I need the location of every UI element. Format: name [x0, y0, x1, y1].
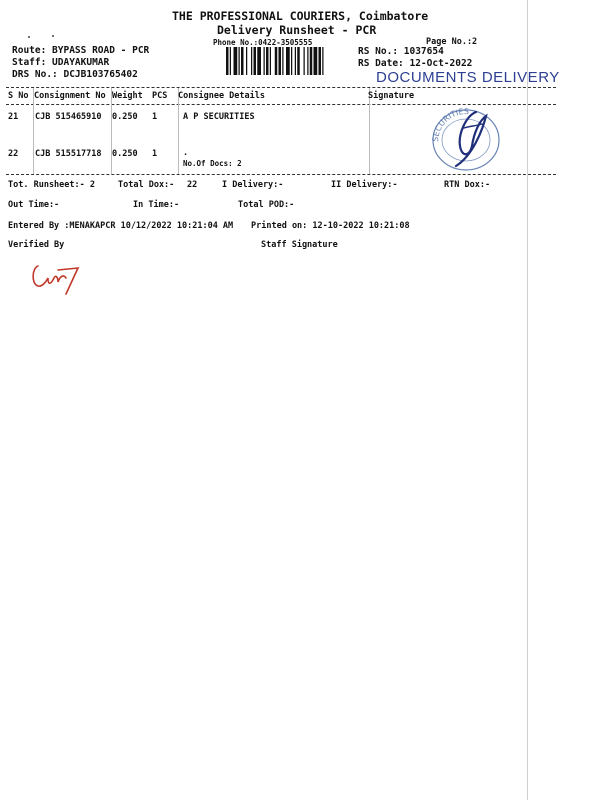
barcode-bar: [282, 47, 283, 75]
row-22-pcs: 1: [152, 149, 158, 159]
col-header-consignment: Consignment No: [34, 91, 106, 101]
staff-signature: Staff Signature: [261, 240, 338, 250]
row-22-doc-count: No.Of Docs: 2: [183, 159, 242, 168]
company-seal-stamp: [426, 102, 506, 172]
col-header-signature: Signature: [368, 91, 415, 101]
barcode-bar: [297, 47, 300, 75]
barcode-bar: [275, 47, 278, 75]
row-22-consignee: .: [183, 148, 189, 158]
barcode-bar: [241, 47, 244, 75]
rs-number: RS No.: 1037654: [358, 46, 444, 57]
barcode-bar: [266, 47, 269, 75]
col-header-consignee: Consignee Details: [178, 91, 265, 101]
seal-text: SECURITIES: [430, 106, 470, 143]
printed-on: Printed on: 12-10-2022 10:21:08: [251, 221, 410, 231]
barcode-bar: [270, 47, 271, 75]
row-21-consignment: CJB 515465910: [35, 112, 102, 122]
barcode-bar: [286, 47, 290, 75]
rs-date: RS Date: 12-Oct-2022: [358, 58, 473, 69]
barcode-bar: [291, 47, 292, 75]
speck: [52, 35, 54, 37]
barcode-bar: [307, 47, 308, 75]
speck: [28, 36, 30, 38]
runsheet-title: Delivery Runsheet - PCR: [217, 23, 377, 37]
total-dox-value: 22: [187, 180, 198, 190]
row-21-weight: 0.250: [112, 112, 138, 122]
second-delivery: II Delivery:-: [331, 180, 398, 190]
barcode-bar: [295, 47, 296, 75]
total-pod: Total POD:-: [238, 200, 295, 210]
first-delivery: I Delivery:-: [222, 180, 284, 190]
return-dox: RTN Dox:-: [444, 180, 491, 190]
col-header-weight: Weight: [112, 91, 143, 101]
barcode-bar: [319, 47, 322, 75]
in-time: In Time:-: [133, 200, 180, 210]
barcode: [226, 47, 351, 75]
barcode-bar: [234, 47, 238, 75]
drs-number: DRS No.: DCJB103765402: [12, 69, 138, 80]
barcode-bar: [246, 47, 247, 75]
scan-edge-line: [527, 0, 528, 800]
row-22-consignment: CJB 515517718: [35, 149, 102, 159]
barcode-bar: [230, 47, 231, 75]
barcode-bar: [251, 47, 252, 75]
row-21-pcs: 1: [152, 112, 158, 122]
col-header-sno: S No: [8, 91, 29, 101]
barcode-bar: [226, 47, 229, 75]
documents-delivery-stamp: DOCUMENTS DELIVERY: [376, 69, 560, 86]
barcode-bar: [310, 47, 313, 75]
table-bottom-rule: [6, 174, 556, 175]
verified-by: Verified By: [8, 240, 65, 250]
page-number: Page No.:2: [426, 37, 478, 47]
barcode-bar: [304, 47, 305, 75]
barcode-bar: [239, 47, 240, 75]
handwritten-initials: [26, 256, 84, 300]
table-top-rule: [6, 87, 556, 88]
barcode-bar: [279, 47, 282, 75]
phone-number: Phone No.:0422-3505555: [213, 38, 313, 47]
row-21-consignee: A P SECURITIES: [183, 112, 255, 122]
row-22-sno: 22: [8, 149, 19, 159]
row-22-weight: 0.250: [112, 149, 138, 159]
out-time: Out Time:-: [8, 200, 60, 210]
route: Route: BYPASS ROAD - PCR: [12, 45, 150, 56]
entered-by: Entered By :MENAKAPCR 10/12/2022 10:21:04 AM: [8, 221, 234, 231]
total-dox-label: Total Dox:-: [118, 180, 175, 190]
total-runsheet: Tot. Runsheet:- 2: [8, 180, 95, 190]
barcode-bar: [254, 47, 257, 75]
barcode-bar: [322, 47, 323, 75]
col-header-pcs: PCS: [152, 91, 168, 101]
barcode-bar: [264, 47, 265, 75]
staff: Staff: UDAYAKUMAR: [12, 57, 110, 68]
barcode-bar: [314, 47, 318, 75]
row-21-sno: 21: [8, 112, 19, 122]
barcode-bar: [257, 47, 261, 75]
company-name: THE PROFESSIONAL COURIERS, Coimbatore: [172, 9, 429, 23]
